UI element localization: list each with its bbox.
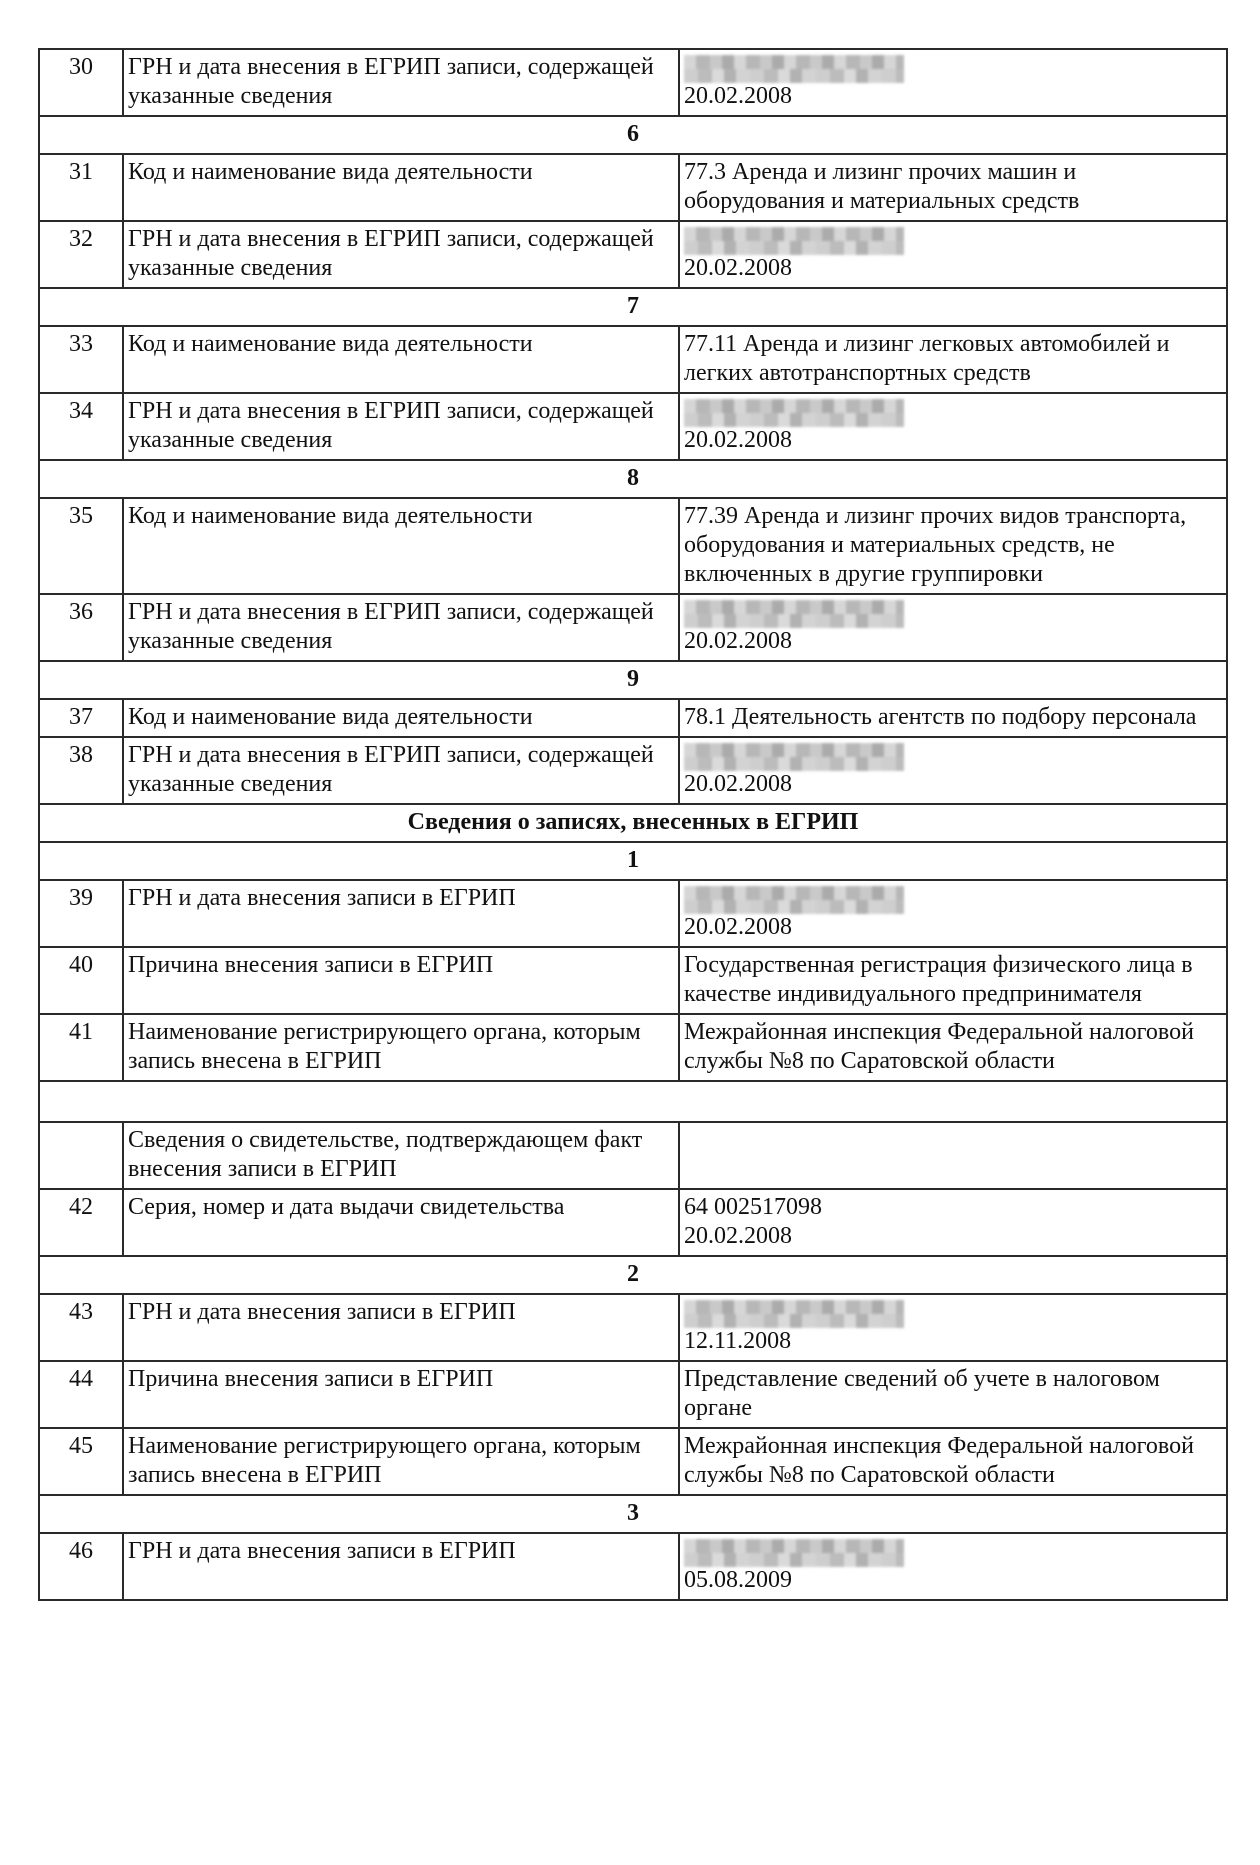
group-header-row — [39, 460, 1227, 498]
redacted-grn-block — [684, 227, 904, 255]
redacted-grn-block — [684, 886, 904, 914]
field-label: Сведения о свидетельстве, подтверждающем факт внесения записи в ЕГРИП — [123, 1122, 679, 1189]
field-value — [679, 1294, 1227, 1361]
group-header: 2 — [39, 1256, 1227, 1294]
field-label: ГРН и дата внесения записи в ЕГРИП — [123, 1294, 679, 1361]
row-number: 43 — [39, 1294, 123, 1361]
field-label: ГРН и дата внесения в ЕГРИП записи, содержащей указанные сведения — [123, 594, 679, 661]
group-header: 3 — [39, 1495, 1227, 1533]
row-number: 30 — [39, 49, 123, 116]
value-line: Межрайонная инспекция Федеральной налоговой службы №8 по Саратовской области — [684, 1433, 1194, 1488]
field-label: Код и наименование вида деятельности — [123, 498, 679, 594]
group-header-row — [39, 116, 1227, 154]
field-label: ГРН и дата внесения в ЕГРИП записи, содержащей указанные сведения — [123, 221, 679, 288]
row-number: 39 — [39, 880, 123, 947]
row-number — [39, 1122, 123, 1189]
field-label: ГРН и дата внесения в ЕГРИП записи, содержащей указанные сведения — [123, 737, 679, 804]
value-line: 12.11.2008 — [684, 1328, 792, 1354]
field-value — [679, 737, 1227, 804]
table-row — [39, 221, 1227, 288]
field-label: Причина внесения записи в ЕГРИП — [123, 947, 679, 1014]
table-row — [39, 699, 1227, 737]
field-label: Код и наименование вида деятельности — [123, 699, 679, 737]
value-line: Государственная регистрация физического лица в качестве индивидуального предпринимателя — [684, 952, 1193, 1007]
row-number: 33 — [39, 326, 123, 393]
field-value — [679, 1361, 1227, 1428]
redacted-grn-block — [684, 743, 904, 771]
row-number: 46 — [39, 1533, 123, 1600]
field-value — [679, 498, 1227, 594]
field-value — [679, 326, 1227, 393]
table-row — [39, 326, 1227, 393]
row-number: 37 — [39, 699, 123, 737]
table-row — [39, 1533, 1227, 1600]
group-header: Сведения о записях, внесенных в ЕГРИП — [39, 804, 1227, 842]
value-line: 78.1 Деятельность агентств по подбору персонала — [684, 704, 1197, 730]
field-value — [679, 1428, 1227, 1495]
table-body — [39, 49, 1227, 1600]
field-label: ГРН и дата внесения записи в ЕГРИП — [123, 880, 679, 947]
field-value — [679, 699, 1227, 737]
value-line: Межрайонная инспекция Федеральной налоговой службы №8 по Саратовской области — [684, 1019, 1194, 1074]
group-header: 7 — [39, 288, 1227, 326]
value-line: 20.02.2008 — [684, 255, 792, 281]
redacted-grn-block — [684, 55, 904, 83]
group-header-row — [39, 1495, 1227, 1533]
blank-cell — [39, 1081, 1227, 1122]
row-number: 41 — [39, 1014, 123, 1081]
field-value — [679, 880, 1227, 947]
value-line: 77.39 Аренда и лизинг прочих видов транспорта, оборудования и материальных средств, не включенных в другие группировки — [684, 503, 1187, 587]
field-label: Код и наименование вида деятельности — [123, 326, 679, 393]
field-value — [679, 154, 1227, 221]
value-line: 05.08.2009 — [684, 1567, 792, 1593]
value-line: 20.02.2008 — [684, 771, 792, 797]
table-row — [39, 1189, 1227, 1256]
egrip-extract-table — [38, 48, 1228, 1601]
redacted-grn-block — [684, 600, 904, 628]
value-line: 20.02.2008 — [684, 427, 792, 453]
field-label: ГРН и дата внесения записи в ЕГРИП — [123, 1533, 679, 1600]
group-header: 1 — [39, 842, 1227, 880]
row-number: 42 — [39, 1189, 123, 1256]
value-line: 20.02.2008 — [684, 83, 792, 109]
field-label: Код и наименование вида деятельности — [123, 154, 679, 221]
group-header-row — [39, 1256, 1227, 1294]
value-line: 20.02.2008 — [684, 1223, 792, 1249]
row-number: 45 — [39, 1428, 123, 1495]
blank-row — [39, 1081, 1227, 1122]
group-header-row — [39, 661, 1227, 699]
field-value — [679, 393, 1227, 460]
table-row — [39, 498, 1227, 594]
table-row — [39, 1014, 1227, 1081]
group-header-row — [39, 804, 1227, 842]
field-label: Наименование регистрирующего органа, которым запись внесена в ЕГРИП — [123, 1428, 679, 1495]
table-row — [39, 594, 1227, 661]
value-line: 64 002517098 — [684, 1194, 822, 1220]
table-row — [39, 737, 1227, 804]
field-value — [679, 1014, 1227, 1081]
field-label: Наименование регистрирующего органа, которым запись внесена в ЕГРИП — [123, 1014, 679, 1081]
redacted-grn-block — [684, 1300, 904, 1328]
field-value — [679, 1189, 1227, 1256]
value-line: Представление сведений об учете в налоговом органе — [684, 1366, 1160, 1421]
row-number: 38 — [39, 737, 123, 804]
table-row — [39, 880, 1227, 947]
table-row — [39, 1294, 1227, 1361]
table-row — [39, 947, 1227, 1014]
group-header: 9 — [39, 661, 1227, 699]
value-line: 20.02.2008 — [684, 628, 792, 654]
table-row — [39, 1428, 1227, 1495]
row-number: 44 — [39, 1361, 123, 1428]
group-header: 8 — [39, 460, 1227, 498]
row-number: 35 — [39, 498, 123, 594]
field-label: ГРН и дата внесения в ЕГРИП записи, содержащей указанные сведения — [123, 393, 679, 460]
row-number: 32 — [39, 221, 123, 288]
table-row — [39, 1361, 1227, 1428]
table-row — [39, 393, 1227, 460]
field-value — [679, 947, 1227, 1014]
field-value — [679, 49, 1227, 116]
table-row — [39, 49, 1227, 116]
group-header-row — [39, 842, 1227, 880]
value-line: 77.11 Аренда и лизинг легковых автомобилей и легких автотранспортных средств — [684, 331, 1170, 386]
row-number: 31 — [39, 154, 123, 221]
field-value — [679, 594, 1227, 661]
field-label: Причина внесения записи в ЕГРИП — [123, 1361, 679, 1428]
table-row — [39, 154, 1227, 221]
redacted-grn-block — [684, 1539, 904, 1567]
group-header: 6 — [39, 116, 1227, 154]
field-value — [679, 221, 1227, 288]
row-number: 40 — [39, 947, 123, 1014]
row-number: 36 — [39, 594, 123, 661]
field-label: ГРН и дата внесения в ЕГРИП записи, содержащей указанные сведения — [123, 49, 679, 116]
table-row — [39, 1122, 1227, 1189]
value-line: 77.3 Аренда и лизинг прочих машин и оборудования и материальных средств — [684, 159, 1080, 214]
field-value — [679, 1533, 1227, 1600]
field-label: Серия, номер и дата выдачи свидетельства — [123, 1189, 679, 1256]
value-line: 20.02.2008 — [684, 914, 792, 940]
redacted-grn-block — [684, 399, 904, 427]
group-header-row — [39, 288, 1227, 326]
field-value — [679, 1122, 1227, 1189]
row-number: 34 — [39, 393, 123, 460]
